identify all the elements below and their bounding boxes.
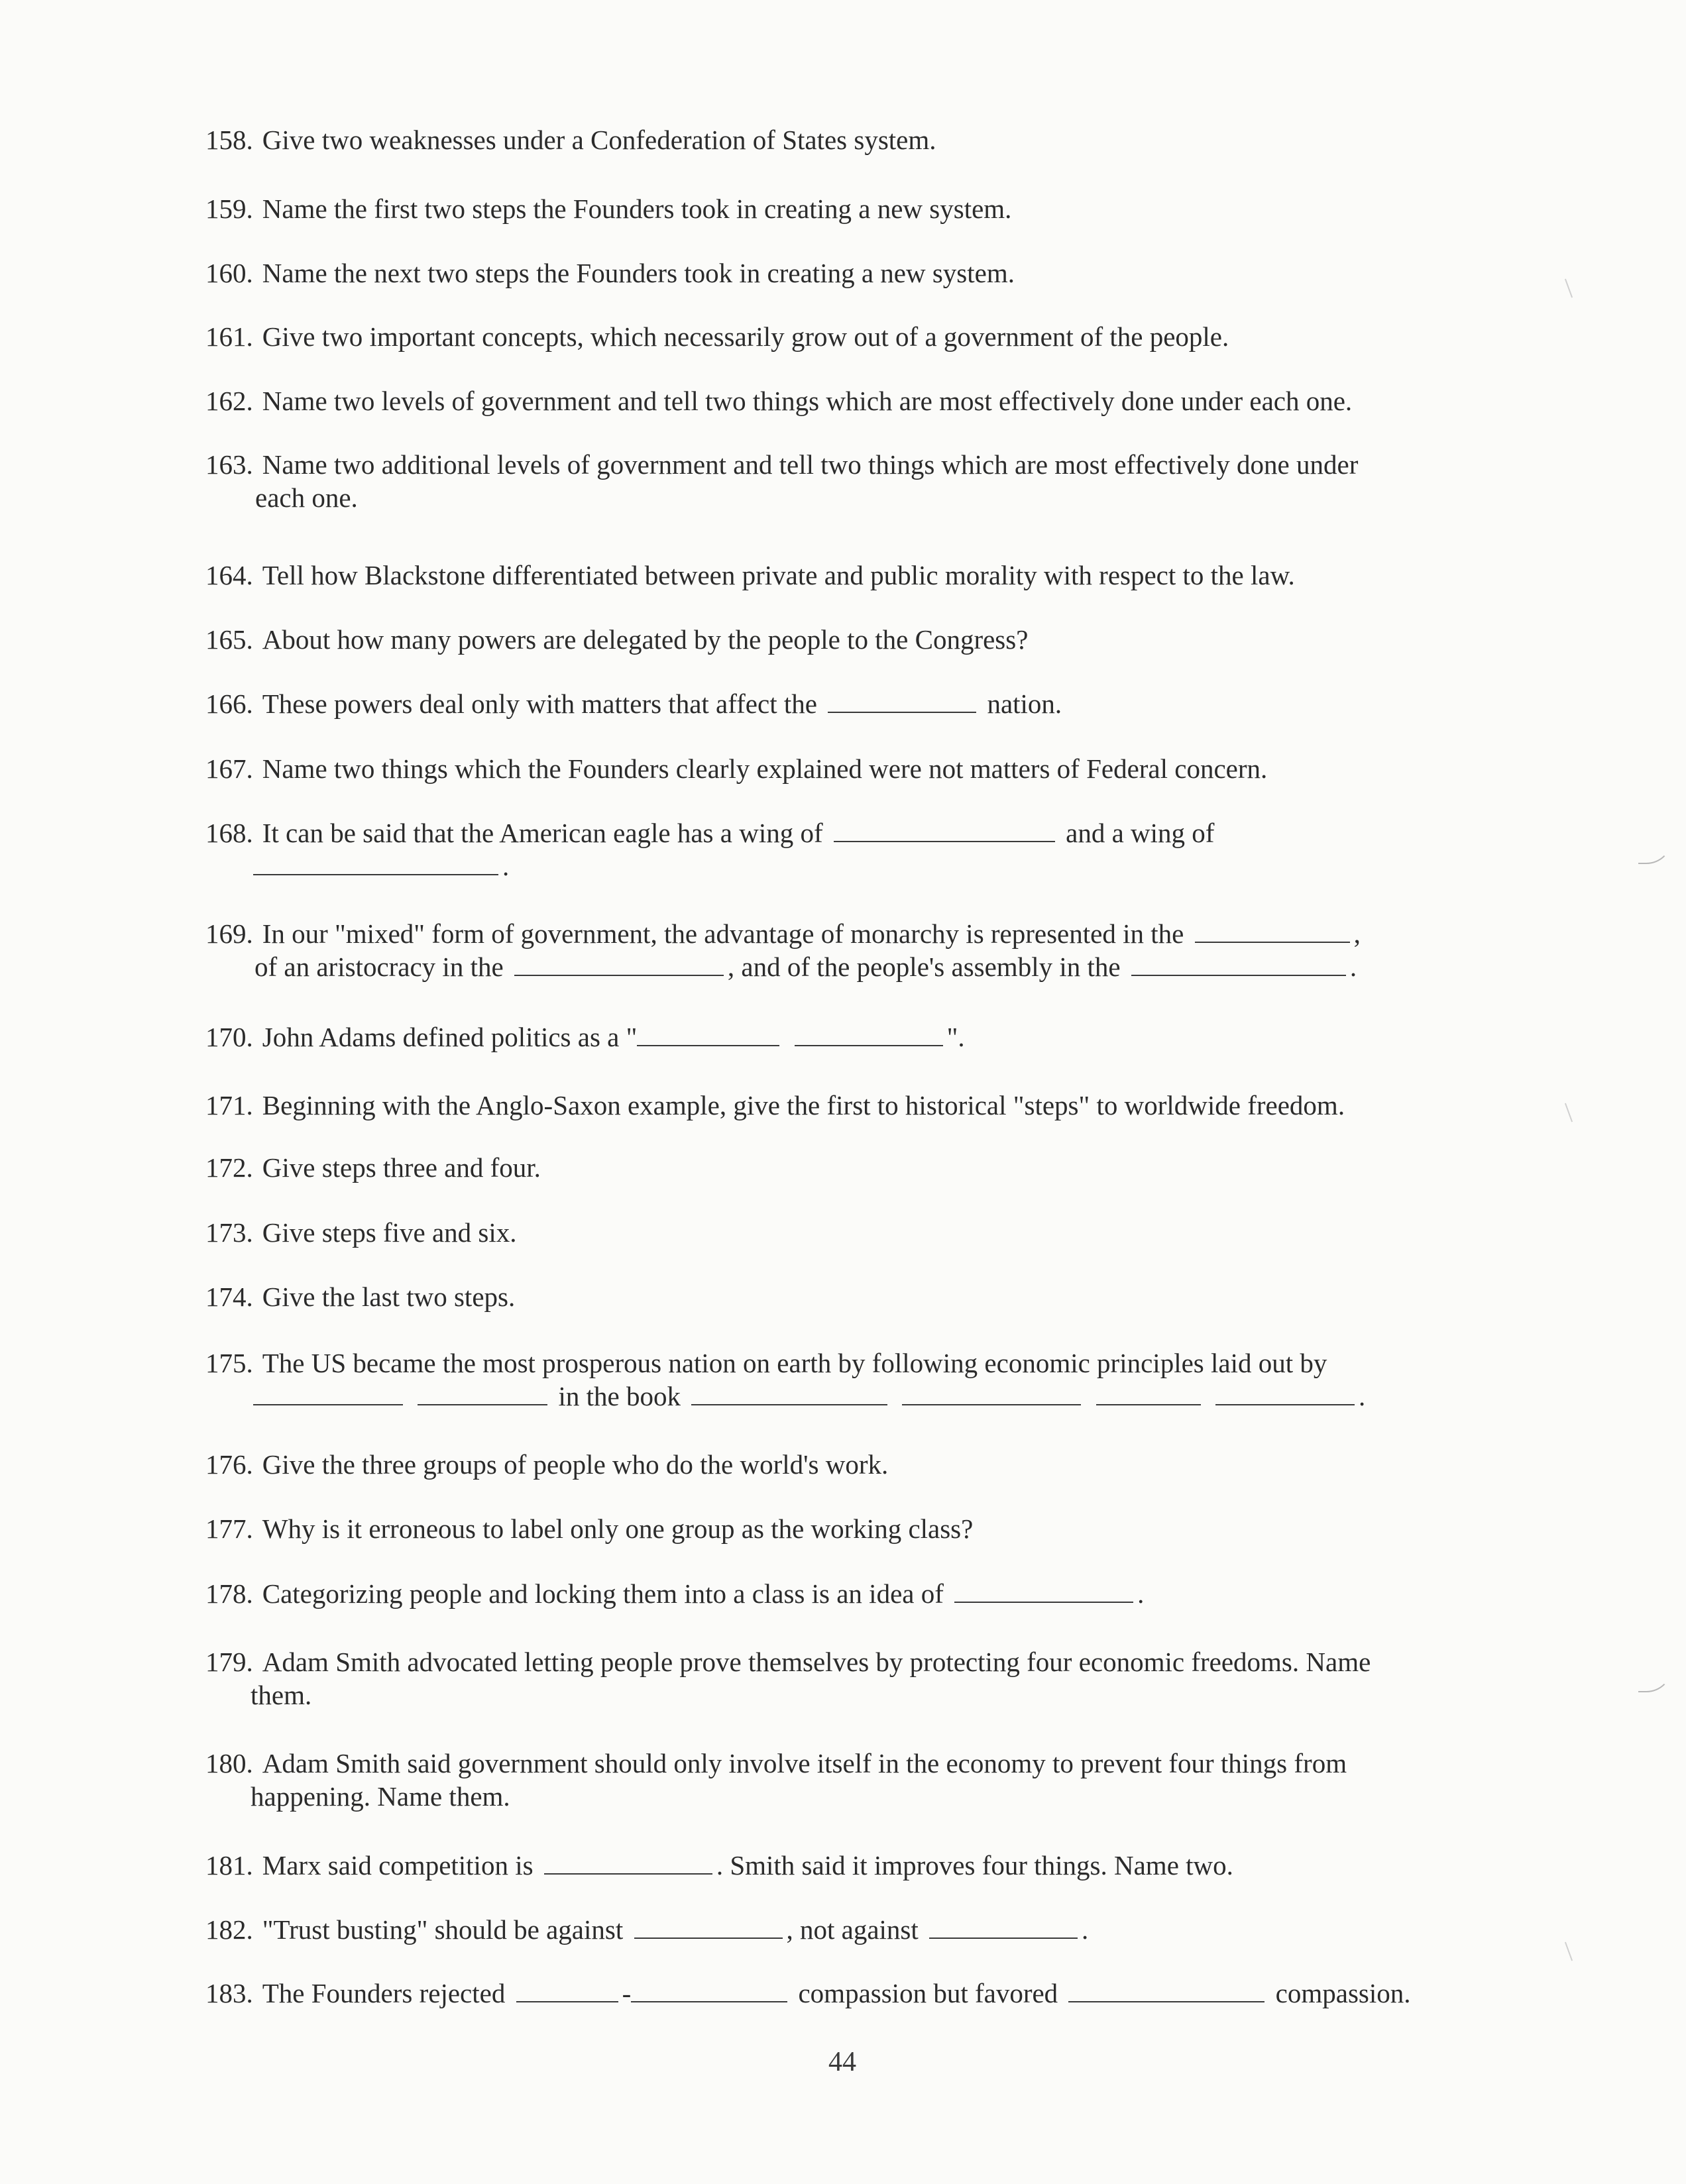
- question-text: compassion.: [1275, 1978, 1411, 2008]
- question-text-continued: them.: [251, 1680, 312, 1710]
- question-170: [205, 1020, 1498, 1054]
- question-text: Give two weaknesses under a Confederation of States system.: [262, 125, 936, 155]
- question-text: Give steps five and six.: [262, 1217, 517, 1248]
- question-text: Marx said competition is: [262, 1850, 534, 1881]
- scan-edge-mark: [1565, 279, 1573, 298]
- question-text: Adam Smith said government should only involve itself in the economy to prevent four things from: [262, 1748, 1347, 1778]
- answer-blank[interactable]: [828, 689, 976, 713]
- question-number: 164.: [205, 560, 253, 590]
- question-172: [205, 1151, 1498, 1184]
- answer-blank[interactable]: [637, 1022, 779, 1046]
- question-number: 173.: [205, 1217, 253, 1248]
- answer-blank[interactable]: [795, 1022, 943, 1046]
- question-text: Tell how Blackstone differentiated between private and public morality with respect to the law.: [262, 560, 1295, 590]
- question-number: 178.: [205, 1578, 253, 1609]
- question-167: [205, 752, 1498, 785]
- question-number: 179.: [205, 1647, 253, 1677]
- end-punctuation: .: [502, 851, 510, 881]
- comma: ,: [1353, 918, 1361, 949]
- question-number: 166.: [205, 688, 253, 719]
- question-number: 175.: [205, 1348, 253, 1378]
- question-171: [205, 1089, 1498, 1122]
- question-number: 171.: [205, 1090, 253, 1120]
- question-text: Give the three groups of people who do the world's work.: [262, 1449, 889, 1480]
- binder-ring-mark: [1638, 1665, 1673, 1692]
- question-text: and a wing of: [1066, 818, 1215, 848]
- answer-blank[interactable]: [1215, 1382, 1355, 1405]
- question-number: 176.: [205, 1449, 253, 1480]
- question-continued: [205, 849, 1498, 883]
- end-punctuation: .: [1137, 1578, 1145, 1609]
- question-number: 159.: [205, 193, 253, 224]
- question-text: compassion but favored: [798, 1978, 1058, 2008]
- question-text: nation.: [987, 688, 1062, 719]
- answer-blank[interactable]: [1096, 1382, 1201, 1405]
- question-180: [205, 1747, 1498, 1813]
- question-text: Name two levels of government and tell two things which are most effectively done under each one.: [262, 386, 1353, 416]
- question-number: 160.: [205, 258, 253, 288]
- question-163: [205, 448, 1498, 514]
- question-text: Name two things which the Founders clearly explained were not matters of Federal concern.: [262, 753, 1268, 784]
- question-162: [205, 384, 1498, 417]
- question-176: [205, 1448, 1498, 1481]
- question-text: Name the first two steps the Founders took in creating a new system.: [262, 193, 1012, 224]
- end-punctuation: ".: [946, 1022, 965, 1052]
- question-number: 168.: [205, 818, 253, 848]
- answer-blank[interactable]: [634, 1915, 783, 1939]
- answer-blank[interactable]: [691, 1382, 887, 1405]
- question-179: [205, 1645, 1498, 1712]
- question-text-continued: each one.: [255, 482, 358, 513]
- question-text: in the book: [558, 1381, 681, 1411]
- question-number: 181.: [205, 1850, 253, 1881]
- answer-blank[interactable]: [1195, 919, 1350, 943]
- question-text: The US became the most prosperous nation on earth by following economic principles laid out by: [262, 1348, 1327, 1378]
- question-text: In our "mixed" form of government, the advantage of monarchy is represented in the: [262, 918, 1184, 949]
- question-text: Give the last two steps.: [262, 1282, 516, 1312]
- question-text: It can be said that the American eagle has a wing of: [262, 818, 823, 848]
- answer-blank[interactable]: [544, 1851, 712, 1875]
- question-160: [205, 256, 1498, 290]
- answer-blank[interactable]: [902, 1382, 1081, 1405]
- question-182: [205, 1913, 1498, 1946]
- answer-blank[interactable]: [834, 818, 1055, 842]
- question-166: [205, 687, 1498, 720]
- question-number: 169.: [205, 918, 253, 949]
- question-number: 158.: [205, 125, 253, 155]
- question-number: 174.: [205, 1282, 253, 1312]
- question-text: Name two additional levels of government and tell two things which are most effectively done under: [262, 449, 1359, 480]
- question-text: "Trust busting" should be against: [262, 1914, 624, 1945]
- answer-blank[interactable]: [954, 1579, 1133, 1603]
- question-text: About how many powers are delegated by the people to the Congress?: [262, 624, 1029, 655]
- question-number: 165.: [205, 624, 253, 655]
- question-168: [205, 816, 1498, 883]
- question-177: [205, 1512, 1498, 1545]
- question-158: [205, 123, 1498, 156]
- question-161: [205, 320, 1498, 353]
- question-text: , and of the people's assembly in the: [727, 952, 1121, 982]
- question-164: [205, 559, 1498, 592]
- question-183: [205, 1977, 1498, 2010]
- question-text: Name the next two steps the Founders took in creating a new system.: [262, 258, 1015, 288]
- question-continued: [205, 1380, 1498, 1413]
- scan-edge-mark: [1565, 1942, 1573, 1961]
- scan-edge-mark: [1565, 1103, 1573, 1122]
- question-number: 182.: [205, 1914, 253, 1945]
- question-number: 172.: [205, 1152, 253, 1183]
- dash: -: [622, 1978, 632, 2008]
- question-number: 183.: [205, 1978, 253, 2008]
- end-punctuation: .: [1358, 1381, 1366, 1411]
- question-number: 177.: [205, 1513, 253, 1544]
- question-181: [205, 1849, 1498, 1882]
- question-text: Categorizing people and locking them into a class is an idea of: [262, 1578, 944, 1609]
- question-174: [205, 1280, 1498, 1313]
- answer-blank[interactable]: [1131, 952, 1346, 976]
- binder-ring-mark: [1638, 836, 1673, 864]
- question-number: 161.: [205, 321, 253, 352]
- question-continued: [205, 950, 1498, 983]
- question-text: The Founders rejected: [262, 1978, 506, 2008]
- question-text: Why is it erroneous to label only one group as the working class?: [262, 1513, 974, 1544]
- answer-blank[interactable]: [253, 851, 498, 875]
- question-text: , not against: [786, 1914, 919, 1945]
- question-text: of an aristocracy in the: [254, 952, 504, 982]
- question-text: These powers deal only with matters that affect the: [262, 688, 817, 719]
- question-text: John Adams defined politics as a ": [262, 1022, 638, 1052]
- question-159: [205, 192, 1498, 225]
- answer-blank[interactable]: [418, 1382, 547, 1405]
- question-number: 167.: [205, 753, 253, 784]
- question-text: Give two important concepts, which necessarily grow out of a government of the people.: [262, 321, 1229, 352]
- question-text: Adam Smith advocated letting people prove themselves by protecting four economic freedoms. Name: [262, 1647, 1371, 1677]
- answer-blank[interactable]: [253, 1382, 403, 1405]
- question-169: [205, 917, 1498, 983]
- question-text: Beginning with the Anglo-Saxon example, give the first to historical "steps" to worldwide freedom.: [262, 1090, 1345, 1120]
- question-number: 170.: [205, 1022, 253, 1052]
- answer-blank[interactable]: [929, 1915, 1078, 1939]
- answer-blank[interactable]: [631, 1979, 787, 2002]
- question-number: 180.: [205, 1748, 253, 1778]
- question-number: 163.: [205, 449, 253, 480]
- end-punctuation: .: [1082, 1914, 1089, 1945]
- end-punctuation: .: [1349, 952, 1357, 982]
- page-number: 44: [828, 2047, 856, 2077]
- question-165: [205, 623, 1498, 656]
- answer-blank[interactable]: [1068, 1979, 1264, 2002]
- answer-blank[interactable]: [516, 1979, 618, 2002]
- answer-blank[interactable]: [514, 952, 724, 976]
- question-number: 162.: [205, 386, 253, 416]
- question-175: [205, 1346, 1498, 1413]
- question-text: . Smith said it improves four things. Name two.: [716, 1850, 1233, 1881]
- question-text-continued: happening. Name them.: [251, 1781, 510, 1812]
- question-178: [205, 1577, 1498, 1610]
- question-text: Give steps three and four.: [262, 1152, 541, 1183]
- question-173: [205, 1216, 1498, 1249]
